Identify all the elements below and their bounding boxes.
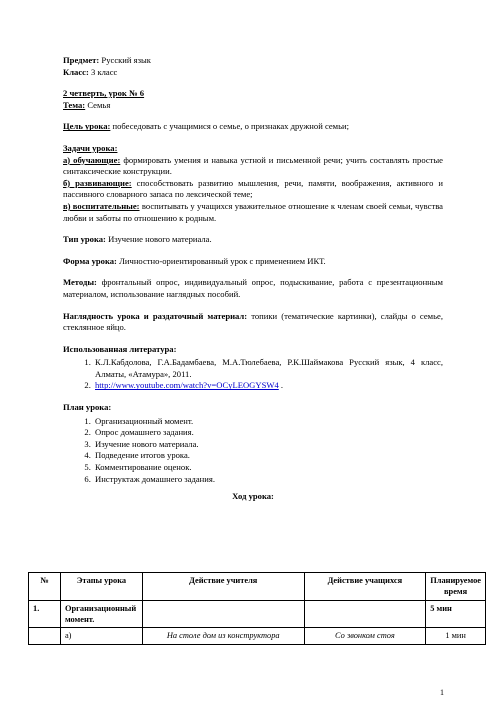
- methods-line: [63, 277, 443, 300]
- page-number: 1: [440, 688, 444, 697]
- header-planned-time: Планируемое время: [426, 573, 486, 601]
- youtube-link[interactable]: http://www.youtube.com/watch?v=OCyLEOGYSW4: [95, 380, 279, 391]
- form-text: Личностно-ориентированный урок с применением ИКТ.: [119, 255, 326, 266]
- topic-value: Семья: [87, 99, 111, 110]
- class-line: [63, 67, 443, 79]
- header-stage: Этапы урока: [60, 573, 142, 601]
- link-suffix: .: [278, 380, 284, 391]
- literature-heading: Использованная литература:: [63, 343, 177, 354]
- topic-line: [63, 100, 443, 112]
- class-label: Класс:: [63, 66, 89, 77]
- form-line: [63, 256, 443, 268]
- topic-label: Тема:: [63, 99, 86, 110]
- task-item: [63, 178, 443, 201]
- cell-time: 1 мин: [426, 628, 486, 644]
- lesson-table: [28, 572, 486, 645]
- cell-student-action: Со звонком стоя: [304, 628, 426, 644]
- materials-text: топики (тематические картинки), слайды о семье, стеклянное яйцо.: [63, 310, 443, 333]
- plan-item: 2. Опрос домашнего задания.: [93, 427, 443, 439]
- task-text: формировать умения и навыка устной и письменной речи; учить составлять простые синтаксические конструкции.: [63, 154, 443, 177]
- cell-number: 1.: [29, 600, 61, 628]
- plan-item: 4. Подведение итогов урока.: [93, 450, 443, 462]
- materials-label: Наглядность урока и раздаточный материал:: [63, 310, 248, 321]
- literature-list: [63, 357, 443, 392]
- goal-text: побеседовать с учащимися о семье, о признаках дружной семьи;: [112, 121, 350, 132]
- subject-line: [63, 55, 443, 67]
- task-label: в) воспитательные:: [63, 200, 140, 211]
- table-row: [29, 600, 486, 628]
- course-heading: Ход урока:: [232, 491, 274, 502]
- document-body: [63, 55, 443, 503]
- cell-teacher-action: [142, 600, 304, 628]
- methods-text: фронтальный опрос, индивидуальный опрос, подыскивание, работа с презентационным материалом, использование наглядных пособий.: [63, 277, 443, 299]
- task-item: [63, 201, 443, 224]
- plan-list: [63, 416, 443, 486]
- cell-teacher-action: На столе дом из конструктора: [142, 628, 304, 644]
- methods-label: Методы:: [63, 277, 97, 288]
- task-text: способствовать развитию мышления, речи, памяти, воображения, активного и пассивного словарного запаса по лексической теме;: [63, 177, 443, 200]
- subject-label: Предмет:: [63, 55, 100, 65]
- table-row: [29, 628, 486, 644]
- subject-value: Русский язык: [101, 55, 151, 65]
- task-text: воспитывать у учащихся уважительное отношение к членам своей семьи, чувства любви и заботы по отношению к родным.: [63, 200, 443, 223]
- cell-stage: Организационный момент.: [60, 600, 142, 628]
- plan-item: 3. Изучение нового материала.: [93, 439, 443, 451]
- lesson-type-label: Тип урока:: [63, 234, 106, 245]
- header-student-action: Действие учащихся: [304, 573, 426, 601]
- literature-item: [93, 380, 443, 392]
- plan-item: 1. Организационный момент.: [93, 416, 443, 428]
- lesson-type-text: Изучение нового материала.: [108, 234, 212, 245]
- goal-line: [63, 121, 443, 133]
- cell-student-action: [304, 600, 426, 628]
- cell-stage: а): [60, 628, 142, 644]
- table-header-row: [29, 573, 486, 601]
- header-teacher-action: Действие учителя: [142, 573, 304, 601]
- tasks-heading: Задачи урока:: [63, 142, 118, 153]
- header-number: №: [29, 573, 61, 601]
- literature-item: 1. К.Л.Кабдолова, Г.А.Бадамбаева, М.А.Тюлебаева, Р.К.Шаймакова Русский язык, 4 класс, Алматы, «Атамура», 2011.: [93, 357, 443, 380]
- form-label: Форма урока:: [63, 255, 117, 266]
- plan-heading: План урока:: [63, 402, 112, 413]
- cell-number: [29, 628, 61, 644]
- task-label: б) развивающие:: [63, 177, 132, 188]
- materials-line: [63, 311, 443, 334]
- plan-item: 5. Комментирование оценок.: [93, 462, 443, 474]
- goal-label: Цель урока:: [63, 121, 111, 132]
- quarter-line: 2 четверть, урок № 6: [63, 88, 145, 99]
- lesson-type-line: [63, 234, 443, 246]
- plan-item: 6. Инструктаж домашнего задания.: [93, 474, 443, 486]
- task-item: [63, 155, 443, 178]
- task-label: а) обучающие:: [63, 154, 121, 165]
- cell-time: 5 мин: [426, 600, 486, 628]
- class-value: 3 класс: [91, 66, 118, 77]
